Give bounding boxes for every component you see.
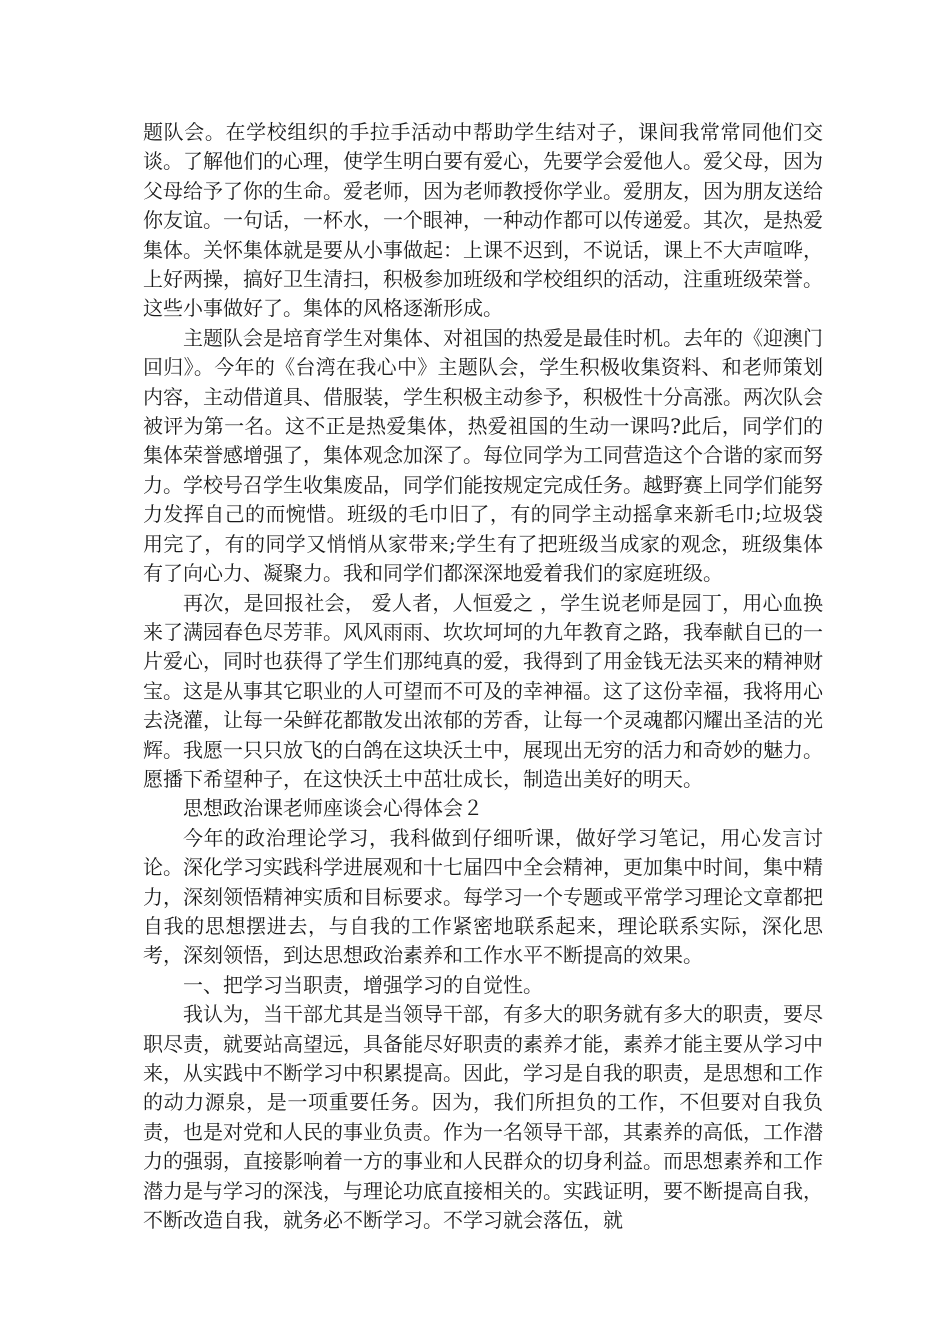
- section-title: 思想政治课老师座谈会心得体会２: [183, 796, 483, 821]
- paragraph-1: 题队会。在学校组织的手拉手活动中帮助学生结对子，课间我常常同他们交谈。了解他们的心理，使学生明白要有爱心，先要学会爱他人。爱父母，因为父母给予了你的生命。爱老师，因为老师教授你学业。爱朋友，因为朋友送给你友谊。一句话，一杯水，一个眼神，一种动作都可以传递爱。其次，是热爱集体。关怀集体就是要从小事做起：上课不迟到，不说话，课上不大声喧哗，上好两操，搞好卫生清扫，积极参加班级和学校组织的活动，注重班级荣誉。这些小事做好了。集体的风格逐渐形成。: [143, 120, 823, 321]
- paragraph-7: 我认为，当干部尤其是当领导干部，有多大的职务就有多大的职责，要尽职尽责，就要站高望远，具备能尽好职责的素养才能，素养才能主要从学习中来，从实践中不断学习中积累提高。因此，学习是自我的职责，是思想和工作的动力源泉，是一项重要任务。因为，我们所担负的工作，不但要对自我负责，也是对党和人民的事业负责。作为一名领导干部，其素养的高低，工作潜力的强弱，直接影响着一方的事业和人民群众的切身利益。而思想素养和工作潜力是与学习的深浅，与理论功底直接相关的。实践证明，要不断提高自我，不断改造自我，就务必不断学习。不学习就会落伍，就: [143, 1002, 823, 1233]
- paragraph-5: 今年的政治理论学习，我科做到仔细听课，做好学习笔记，用心发言讨论。深化学习实践科学进展观和十七届四中全会精神，更加集中时间，集中精力，深刻领悟精神实质和目标要求。每学习一个专题或平常学习理论文章都把自我的思想摆进去，与自我的工作紧密地联系起来，理论联系实际，深化思考，深刻领悟，到达思想政治素养和工作水平不断提高的效果。: [143, 825, 823, 968]
- paragraph-2: 主题队会是培育学生对集体、对祖国的热爱是最佳时机。去年的《迎澳门回归》。今年的《台湾在我心中》主题队会，学生积极收集资料、和老师策划内容，主动借道具、借服装，学生积极主动参予，积极性十分高涨。两次队会被评为第一名。这不正是热爱集体，热爱祖国的生动一课吗?此后，同学们的集体荣誉感增强了，集体观念加深了。每位同学为工同营造这个合谐的家而努力。学校号召学生收集废品，同学们能按规定完成任务。越野赛上同学们能努力发挥自己的而惋惜。班级的毛巾旧了，有的同学主动摇拿来新毛巾;垃圾袋用完了，有的同学又悄悄从家带来;学生有了把班级当成家的观念，班级集体有了向心力、凝聚力。我和同学们都深深地爱着我们的家庭班级。: [143, 325, 823, 586]
- subheading: 一、把学习当职责，增强学习的自觉性。: [183, 972, 543, 997]
- document-body: [143, 118, 823, 1235]
- paragraph-3: 再次，是回报社会， 爱人者，人恒爱之 ，学生说老师是园丁，用心血换来了满园春色尽芳菲。风风雨雨、坎坎坷坷的九年教育之路，我奉献自已的一片爱心，同时也获得了学生们那纯真的爱，我得到了用金钱无法买来的精神财宝。这是从事其它职业的人可望而不可及的幸神福。这了这份幸福，我将用心去浇灌，让每一朵鲜花都散发出浓郁的芳香，让每一个灵魂都闪耀出圣洁的光辉。我愿一只只放飞的白鸽在这块沃土中，展现出无穷的活力和奇妙的魅力。愿播下希望种子，在这快沃土中茁壮成长，制造出美好的明天。: [143, 590, 823, 791]
